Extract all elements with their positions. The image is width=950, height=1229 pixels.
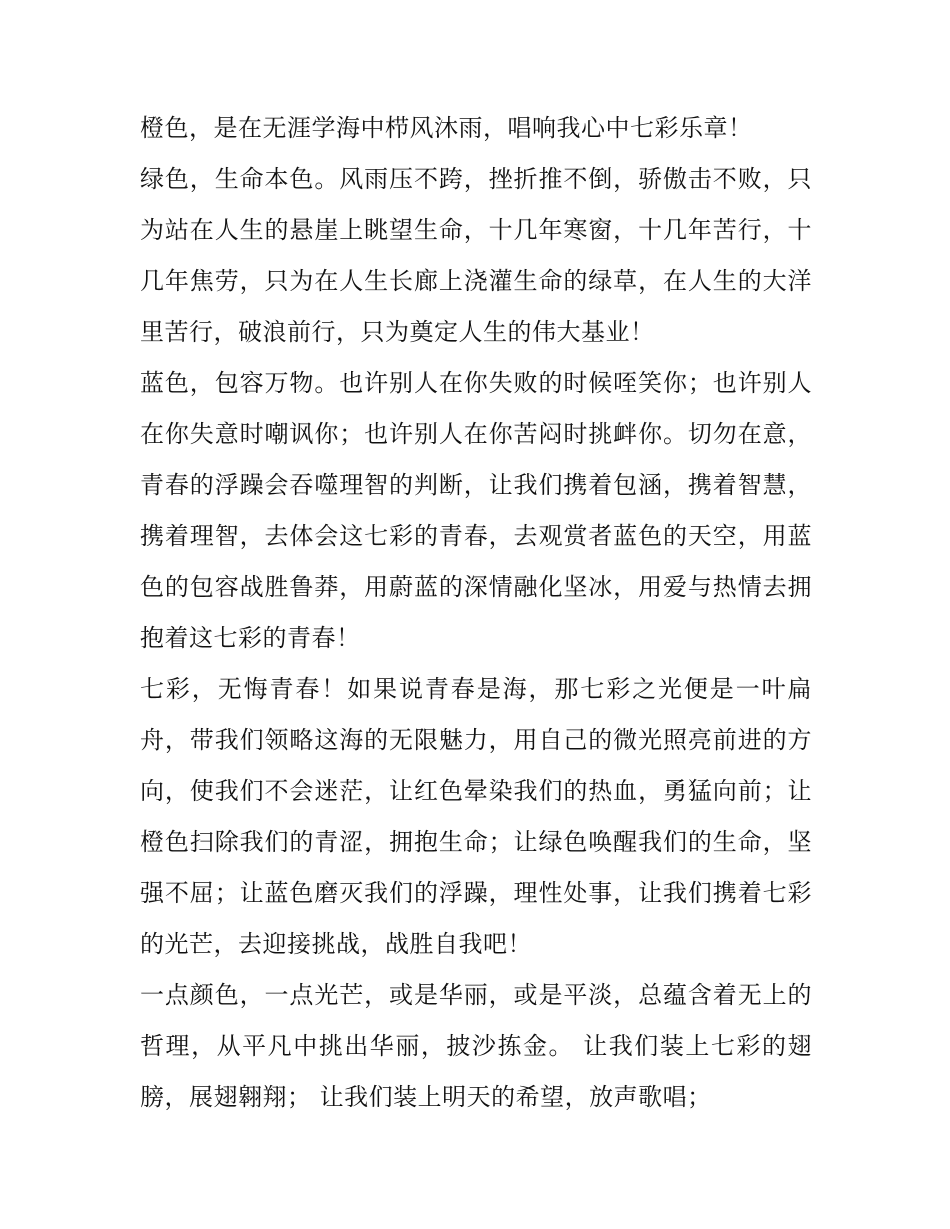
text-line: 舟，带我们领略这海的无限魅力，用自己的微光照亮前进的方 — [140, 726, 812, 754]
text-line: 绿色，生命本色。风雨压不跨，挫折推不倒，骄傲击不败，只 — [140, 165, 812, 193]
text-line: 在你失意时嘲讽你；也许别人在你苦闷时挑衅你。切勿在意， — [140, 420, 812, 448]
text-line: 色的包容战胜鲁莽，用蔚蓝的深情融化坚冰，用爱与热情去拥 — [140, 573, 812, 601]
text-line: 几年焦劳，只为在人生长廊上浇灌生命的绿草，在人生的大洋 — [140, 267, 812, 295]
text-line: 橙色，是在无涯学海中栉风沐雨，唱响我心中七彩乐章！ — [140, 114, 753, 142]
text-line: 的光芒，去迎接挑战，战胜自我吧！ — [140, 930, 532, 958]
text-line: 里苦行，破浪前行，只为奠定人生的伟大基业！ — [140, 318, 655, 346]
text-line: 强不屈；让蓝色磨灭我们的浮躁，理性处事，让我们携着七彩 — [140, 879, 812, 907]
text-line: 七彩，无悔青春！如果说青春是海，那七彩之光便是一叶扁 — [140, 675, 812, 703]
text-line: 抱着这七彩的青春！ — [140, 624, 361, 652]
text-line: 青春的浮躁会吞噬理智的判断，让我们携着包涵，携着智慧， — [140, 471, 812, 499]
text-line: 哲理，从平凡中挑出华丽，披沙拣金。 让我们装上七彩的翅 — [140, 1032, 812, 1060]
text-line: 向，使我们不会迷茫，让红色晕染我们的热血，勇猛向前；让 — [140, 777, 812, 805]
text-line: 一点颜色，一点光芒，或是华丽，或是平淡，总蕴含着无上的 — [140, 981, 812, 1009]
text-line: 膀，展翅翱翔； 让我们装上明天的希望，放声歌唱； — [140, 1083, 712, 1111]
document-body — [140, 103, 812, 1123]
text-line: 为站在人生的悬崖上眺望生命，十几年寒窗，十几年苦行，十 — [140, 216, 812, 244]
text-line: 蓝色，包容万物。也许别人在你失败的时候咥笑你；也许别人 — [140, 369, 812, 397]
text-line: 携着理智，去体会这七彩的青春，去观赏者蓝色的天空，用蓝 — [140, 522, 812, 550]
text-line: 橙色扫除我们的青涩，拥抱生命；让绿色唤醒我们的生命，坚 — [140, 828, 812, 856]
